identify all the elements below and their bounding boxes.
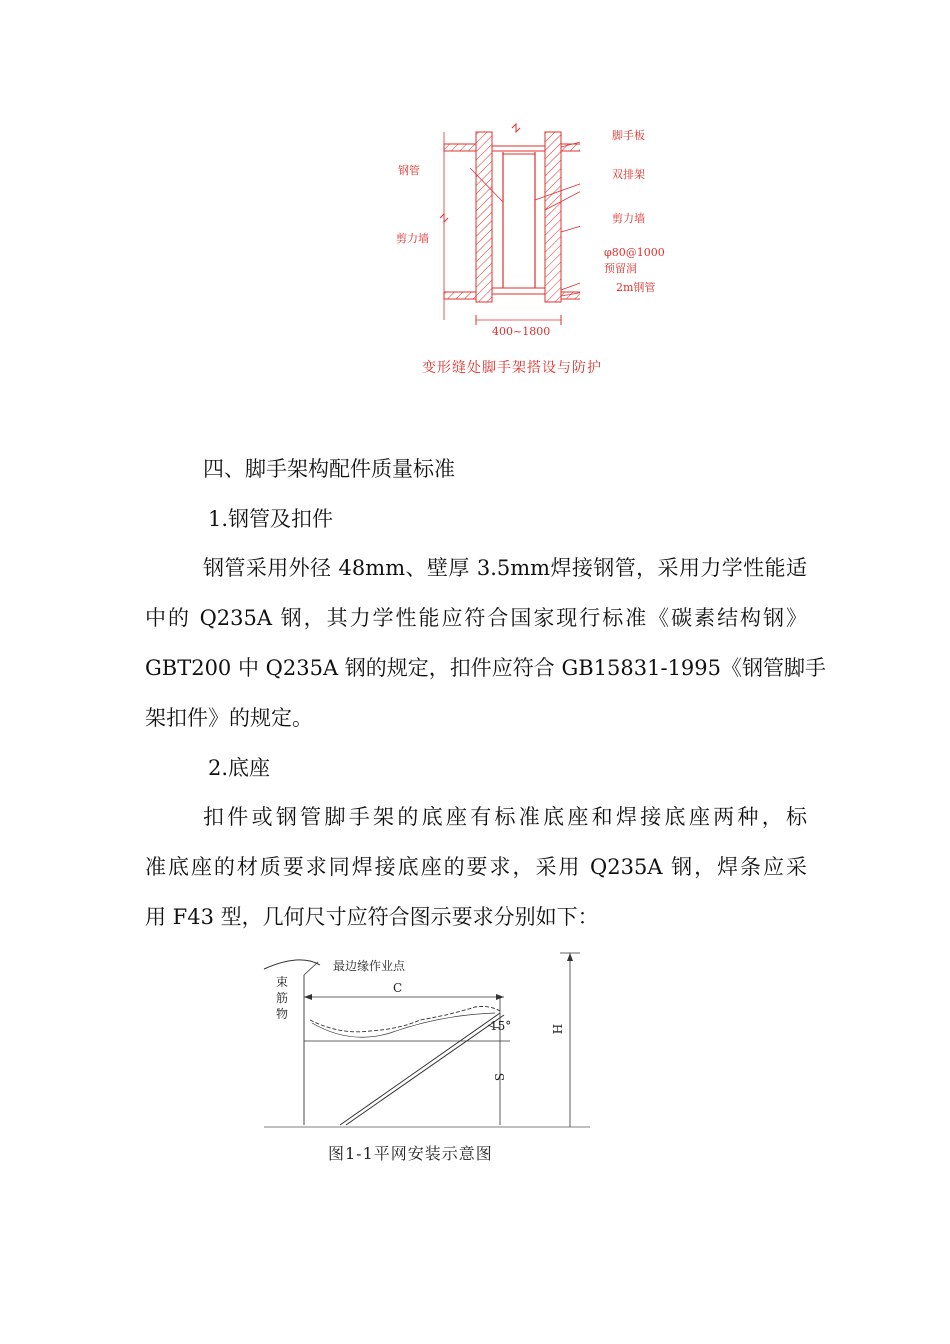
subheading-pipes-couplers: 1.钢管及扣件: [208, 507, 334, 531]
scaffold-board-top: [492, 146, 545, 151]
para1-line: 中的 Q235A 钢，其力学性能应符合国家现行标准《碳素结构钢》: [145, 606, 807, 630]
para1-line: 架扣件》的规定。: [145, 706, 313, 730]
label-dim-s: S: [493, 1072, 508, 1082]
label-shear-wall-right: 剪力墙: [612, 212, 645, 225]
label-binding-1: 束: [276, 975, 289, 989]
figure2-caption: 图1-1平网安装示意图: [328, 1144, 493, 1163]
para2-line: 用 F43 型，几何尺寸应符合图示要求分别如下：: [145, 905, 599, 929]
para2-line: 扣件或钢管脚手架的底座有标准底座和焊接底座两种，标: [203, 805, 807, 829]
label-steel-pipe: 钢管: [398, 164, 420, 177]
label-dim-h: H: [551, 1023, 566, 1035]
label-reserved-hole-spec: φ80@1000: [604, 246, 665, 259]
left-shear-wall: [476, 132, 492, 302]
para1-line: 钢管采用外径 48mm、壁厚 3.5mm焊接钢管，采用力学性能适: [203, 556, 807, 580]
subheading-base: 2.底座: [208, 756, 271, 780]
label-shear-wall-left: 剪力墙: [396, 232, 429, 245]
label-double-row-frame: 双排架: [612, 168, 645, 181]
label-reserved-hole: 预留洞: [604, 262, 637, 275]
label-scaffold-board: 脚手板: [612, 129, 645, 142]
label-dim-c: C: [393, 981, 403, 995]
flat-net-drawing: [260, 945, 600, 1145]
section-heading: 四、脚手架构配件质量标准: [203, 457, 455, 481]
figure1-caption: 变形缝处脚手架搭设与防护: [422, 360, 602, 376]
label-binding-2: 筋: [276, 991, 289, 1005]
para2-line: 准底座的材质要求同焊接底座的要求，采用 Q235A 钢，焊条应采: [145, 855, 807, 879]
label-2m-pipe: 2m钢管: [616, 281, 656, 294]
label-angle: 15°: [490, 1019, 512, 1033]
para1-line: GBT200 中 Q235A 钢的规定，扣件应符合 GB15831-1995《钢管脚手: [145, 656, 827, 680]
scaffold-board-bottom: [492, 288, 545, 294]
label-dimension: 400~1800: [492, 325, 551, 338]
label-outermost-point: 最边缘作业点: [333, 959, 406, 973]
label-binding-3: 物: [276, 1007, 289, 1021]
right-shear-wall: [545, 132, 561, 302]
